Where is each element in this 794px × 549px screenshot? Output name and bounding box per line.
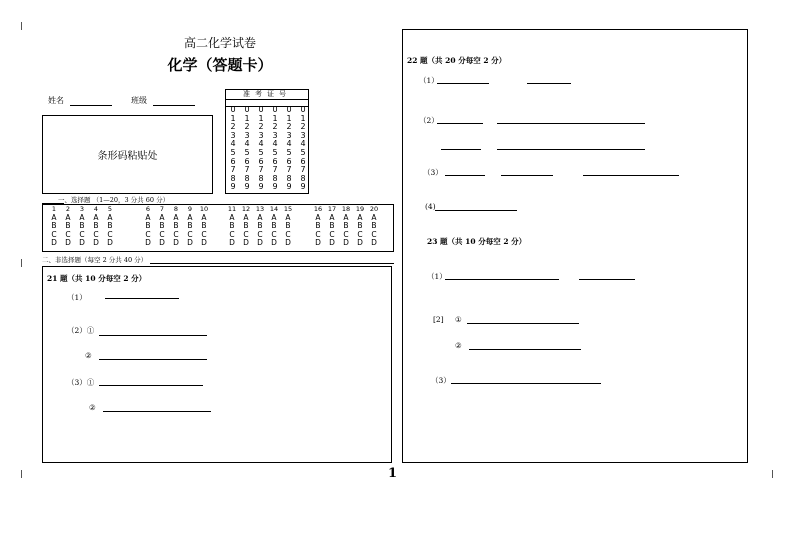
mcq-option-bubble[interactable]: C bbox=[79, 229, 85, 239]
q21-part2-label: （2）① bbox=[67, 326, 95, 335]
mcq-option-bubble[interactable]: D bbox=[315, 238, 321, 248]
exam-id-digit-bubble[interactable]: 7 bbox=[230, 165, 236, 175]
mcq-option-bubble[interactable]: A bbox=[243, 212, 249, 222]
exam-id-column bbox=[296, 106, 310, 192]
mcq-option-bubble[interactable]: B bbox=[173, 221, 179, 231]
q22-part2-blank3[interactable] bbox=[441, 149, 481, 150]
exam-id-digit-bubble[interactable]: 2 bbox=[272, 122, 278, 132]
exam-id-digit-bubble[interactable]: 5 bbox=[244, 147, 250, 157]
mcq-option-bubble[interactable]: C bbox=[51, 229, 57, 239]
mcq-option-bubble[interactable]: B bbox=[243, 221, 249, 231]
name-label: 姓名 bbox=[48, 96, 64, 105]
mcq-question-number: 13 bbox=[255, 205, 265, 213]
q22-part2-blank2[interactable] bbox=[497, 123, 645, 124]
exam-id-digit-bubble[interactable]: 6 bbox=[286, 156, 292, 166]
exam-id-grid bbox=[225, 89, 309, 194]
q22-part3-blank1[interactable] bbox=[445, 175, 485, 176]
mcq-option-bubble[interactable]: C bbox=[201, 229, 207, 239]
mcq-option-bubble[interactable]: D bbox=[243, 238, 249, 248]
mcq-question-number: 19 bbox=[355, 205, 365, 213]
exam-id-digit-bubble[interactable]: 9 bbox=[272, 182, 278, 192]
mcq-option-bubble[interactable]: C bbox=[371, 229, 377, 239]
mcq-option-bubble[interactable]: C bbox=[271, 229, 277, 239]
mcq-question-column bbox=[225, 205, 239, 248]
q23-part2b-label: ② bbox=[455, 341, 462, 350]
section-rule bbox=[150, 263, 394, 264]
exam-id-digit-bubble[interactable]: 5 bbox=[230, 147, 236, 157]
exam-id-digit-bubble[interactable]: 4 bbox=[244, 139, 250, 149]
exam-id-digit-bubble[interactable]: 5 bbox=[300, 147, 306, 157]
exam-id-digit-bubble[interactable]: 3 bbox=[272, 130, 278, 140]
exam-id-digit-bubble[interactable]: 2 bbox=[300, 122, 306, 132]
mcq-option-bubble[interactable]: C bbox=[173, 229, 179, 239]
exam-id-digit-bubble[interactable]: 5 bbox=[258, 147, 264, 157]
q21-part1-label: （1） bbox=[67, 293, 87, 302]
mcq-option-bubble[interactable]: A bbox=[357, 212, 363, 222]
exam-id-digit-bubble[interactable]: 8 bbox=[272, 173, 278, 183]
mcq-question-number: 1 bbox=[51, 205, 57, 213]
mcq-question-column bbox=[367, 205, 381, 248]
mcq-option-bubble[interactable]: B bbox=[145, 221, 151, 231]
mcq-option-bubble[interactable]: D bbox=[343, 238, 349, 248]
margin-tick bbox=[21, 470, 22, 478]
mcq-option-bubble[interactable]: C bbox=[187, 229, 193, 239]
q23-part1-blank2[interactable] bbox=[579, 279, 635, 280]
exam-id-digit-bubble[interactable]: 3 bbox=[230, 130, 236, 140]
page-number: 1 bbox=[388, 466, 398, 481]
mcq-option-bubble[interactable]: B bbox=[271, 221, 277, 231]
q22-part2-label: （2） bbox=[419, 116, 439, 125]
mcq-question-number: 9 bbox=[187, 205, 193, 213]
mcq-option-bubble[interactable]: C bbox=[343, 229, 349, 239]
mcq-option-bubble[interactable]: C bbox=[257, 229, 263, 239]
mcq-question-column bbox=[311, 205, 325, 248]
exam-id-digit-bubble[interactable]: 8 bbox=[300, 173, 306, 183]
exam-id-digit-bubble[interactable]: 7 bbox=[258, 165, 264, 175]
q23-title: 23 题（共 10 分每空 2 分） bbox=[427, 237, 527, 246]
q23-part2-blank2[interactable] bbox=[469, 349, 581, 350]
exam-id-digit-bubble[interactable]: 6 bbox=[300, 156, 306, 166]
mcq-question-number: 11 bbox=[227, 205, 237, 213]
exam-id-digit-bubble[interactable]: 0 bbox=[258, 105, 264, 114]
mcq-question-column bbox=[141, 205, 155, 248]
mcq-question-column bbox=[47, 205, 61, 248]
mcq-question-column bbox=[183, 205, 197, 248]
mcq-option-bubble[interactable]: B bbox=[315, 221, 321, 231]
q22-part2-blank1[interactable] bbox=[437, 123, 483, 124]
mcq-option-bubble[interactable]: A bbox=[371, 212, 377, 222]
mcq-option-bubble[interactable]: C bbox=[145, 229, 151, 239]
exam-id-digit-bubble[interactable]: 8 bbox=[286, 173, 292, 183]
q21-part2-blank2[interactable] bbox=[99, 359, 207, 360]
exam-id-digit-bubble[interactable]: 9 bbox=[286, 182, 292, 192]
q22-title: 22 题（共 20 分每空 2 分） bbox=[407, 56, 507, 65]
mcq-question-column bbox=[169, 205, 183, 248]
q21-part1-blank[interactable] bbox=[105, 298, 179, 299]
mcq-option-bubble[interactable]: D bbox=[357, 238, 363, 248]
section2-title: 二、非选择题（每空 2 分共 40 分） bbox=[42, 256, 148, 264]
mcq-option-bubble[interactable]: A bbox=[229, 212, 235, 222]
mcq-question-number: 5 bbox=[107, 205, 113, 213]
mcq-option-bubble[interactable]: D bbox=[107, 238, 113, 248]
exam-id-digit-bubble[interactable]: 6 bbox=[258, 156, 264, 166]
mcq-option-bubble[interactable]: C bbox=[159, 229, 165, 239]
mcq-option-bubble[interactable]: D bbox=[93, 238, 99, 248]
mcq-option-bubble[interactable]: B bbox=[343, 221, 349, 231]
mcq-option-bubble[interactable]: B bbox=[65, 221, 71, 231]
exam-id-digit-bubble[interactable]: 1 bbox=[300, 113, 306, 123]
q23-part2a-label: ① bbox=[455, 315, 462, 324]
mcq-option-bubble[interactable]: B bbox=[79, 221, 85, 231]
mcq-option-bubble[interactable]: A bbox=[173, 212, 179, 222]
mcq-option-bubble[interactable]: D bbox=[271, 238, 277, 248]
exam-id-digit-bubble[interactable]: 1 bbox=[258, 113, 264, 123]
exam-id-digit-bubble[interactable]: 0 bbox=[300, 105, 306, 114]
q21-part2b-label: ② bbox=[85, 351, 92, 360]
q21-part2-blank1[interactable] bbox=[99, 335, 207, 336]
mcq-option-bubble[interactable]: A bbox=[93, 212, 99, 222]
mcq-option-bubble[interactable]: A bbox=[65, 212, 71, 222]
q23-part1-blank1[interactable] bbox=[445, 279, 559, 280]
mcq-question-column bbox=[281, 205, 295, 248]
mcq-option-bubble[interactable]: A bbox=[107, 212, 113, 222]
section1-title: 一、选择题 （1—20，3 分共 60 分） bbox=[58, 196, 170, 204]
exam-id-digit-bubble[interactable]: 2 bbox=[230, 122, 236, 132]
q23-part3-label: （3） bbox=[431, 376, 451, 385]
exam-id-digit-bubble[interactable]: 1 bbox=[272, 113, 278, 123]
exam-id-digit-bubble[interactable]: 6 bbox=[244, 156, 250, 166]
mcq-option-bubble[interactable]: D bbox=[145, 238, 151, 248]
mcq-question-number: 18 bbox=[341, 205, 351, 213]
mcq-question-column bbox=[353, 205, 367, 248]
mcq-question-number: 20 bbox=[369, 205, 379, 213]
exam-id-column bbox=[282, 106, 296, 192]
mcq-option-bubble[interactable]: A bbox=[145, 212, 151, 222]
exam-id-digit-bubble[interactable]: 7 bbox=[300, 165, 306, 175]
mcq-option-bubble[interactable]: C bbox=[285, 229, 291, 239]
mcq-option-bubble[interactable]: A bbox=[187, 212, 193, 222]
q23-part2-blank1[interactable] bbox=[467, 323, 579, 324]
name-field[interactable] bbox=[70, 105, 112, 106]
q21-part3-blank2[interactable] bbox=[103, 411, 211, 412]
exam-id-digit-bubble[interactable]: 7 bbox=[272, 165, 278, 175]
exam-id-column bbox=[268, 106, 282, 192]
exam-id-digit-bubble[interactable]: 5 bbox=[286, 147, 292, 157]
q21-title: 21 题（共 10 分每空 2 分） bbox=[47, 274, 147, 283]
mcq-option-bubble[interactable]: A bbox=[159, 212, 165, 222]
q23-part3-blank[interactable] bbox=[451, 383, 601, 384]
exam-title: 高二化学试卷 bbox=[183, 36, 256, 50]
mcq-question-number: 3 bbox=[79, 205, 85, 213]
mcq-question-number: 10 bbox=[199, 205, 209, 213]
q21-part3-blank1[interactable] bbox=[99, 385, 203, 386]
mcq-option-bubble[interactable]: B bbox=[107, 221, 113, 231]
mcq-question-column bbox=[253, 205, 267, 248]
mcq-option-bubble[interactable]: A bbox=[343, 212, 349, 222]
mcq-option-bubble[interactable]: A bbox=[79, 212, 85, 222]
mcq-question-number: 7 bbox=[159, 205, 165, 213]
exam-id-digit-bubble[interactable]: 4 bbox=[300, 139, 306, 149]
exam-id-digit-bubble[interactable]: 2 bbox=[286, 122, 292, 132]
exam-id-digit-bubble[interactable]: 7 bbox=[286, 165, 292, 175]
q22-part1-blank2[interactable] bbox=[527, 83, 571, 84]
exam-id-digit-bubble[interactable]: 2 bbox=[258, 122, 264, 132]
mcq-question-column bbox=[239, 205, 253, 248]
mcq-option-bubble[interactable]: A bbox=[51, 212, 57, 222]
q23-part1-label: （1） bbox=[427, 272, 447, 281]
mcq-question-number: 4 bbox=[93, 205, 99, 213]
q23-part2-label: [2] bbox=[433, 315, 444, 324]
q21-answer-box bbox=[42, 266, 392, 463]
exam-id-digit-bubble[interactable]: 6 bbox=[230, 156, 236, 166]
mcq-option-bubble[interactable]: C bbox=[229, 229, 235, 239]
q22-part1-label: （1） bbox=[419, 76, 439, 85]
exam-id-column bbox=[226, 106, 240, 192]
exam-id-digit-bubble[interactable]: 4 bbox=[272, 139, 278, 149]
mcq-option-bubble[interactable]: C bbox=[65, 229, 71, 239]
mcq-question-number: 6 bbox=[145, 205, 151, 213]
mcq-option-bubble[interactable]: B bbox=[187, 221, 193, 231]
exam-id-digit-bubble[interactable]: 2 bbox=[244, 122, 250, 132]
mcq-question-column bbox=[75, 205, 89, 248]
mcq-question-column bbox=[267, 205, 281, 248]
exam-id-digit-bubble[interactable]: 7 bbox=[244, 165, 250, 175]
q22-part3-label: （3） bbox=[423, 168, 443, 177]
mcq-option-bubble[interactable]: D bbox=[159, 238, 165, 248]
mcq-option-bubble[interactable]: C bbox=[357, 229, 363, 239]
mcq-question-number: 14 bbox=[269, 205, 279, 213]
q22-part3-blank2[interactable] bbox=[501, 175, 553, 176]
q22-part4-blank[interactable] bbox=[435, 210, 517, 211]
mcq-option-bubble[interactable]: D bbox=[371, 238, 377, 248]
exam-id-digit-bubble[interactable]: 0 bbox=[286, 105, 292, 114]
mcq-option-bubble[interactable]: D bbox=[51, 238, 57, 248]
mcq-option-bubble[interactable]: D bbox=[173, 238, 179, 248]
mcq-option-bubble[interactable]: C bbox=[93, 229, 99, 239]
mcq-option-bubble[interactable]: D bbox=[79, 238, 85, 248]
mcq-question-number: 2 bbox=[65, 205, 71, 213]
mcq-option-bubble[interactable]: B bbox=[371, 221, 377, 231]
mcq-option-bubble[interactable]: B bbox=[357, 221, 363, 231]
exam-id-digit-bubble[interactable]: 4 bbox=[230, 139, 236, 149]
mcq-option-bubble[interactable]: B bbox=[257, 221, 263, 231]
mcq-option-bubble[interactable]: B bbox=[51, 221, 57, 231]
mcq-option-bubble[interactable]: D bbox=[201, 238, 207, 248]
mcq-option-bubble[interactable]: D bbox=[285, 238, 291, 248]
mcq-question-column bbox=[155, 205, 169, 248]
exam-id-digit-bubble[interactable]: 8 bbox=[244, 173, 250, 183]
exam-id-digit-bubble[interactable]: 1 bbox=[230, 113, 236, 123]
mcq-option-bubble[interactable]: A bbox=[329, 212, 335, 222]
exam-id-digit-bubble[interactable]: 4 bbox=[286, 139, 292, 149]
mcq-option-bubble[interactable]: C bbox=[315, 229, 321, 239]
mcq-question-column bbox=[61, 205, 75, 248]
q22-q23-answer-box bbox=[402, 29, 748, 463]
q22-part3-blank3[interactable] bbox=[583, 175, 679, 176]
exam-id-digit-bubble[interactable]: 9 bbox=[300, 182, 306, 192]
exam-id-digit-bubble[interactable]: 5 bbox=[272, 147, 278, 157]
exam-id-digit-bubble[interactable]: 1 bbox=[244, 113, 250, 123]
exam-id-column bbox=[254, 106, 268, 192]
exam-id-digit-bubble[interactable]: 3 bbox=[300, 130, 306, 140]
exam-id-digit-bubble[interactable]: 0 bbox=[230, 105, 236, 114]
exam-id-digit-bubble[interactable]: 6 bbox=[272, 156, 278, 166]
exam-id-digit-bubble[interactable]: 9 bbox=[258, 182, 264, 192]
mcq-option-bubble[interactable]: B bbox=[329, 221, 335, 231]
mcq-option-bubble[interactable]: D bbox=[329, 238, 335, 248]
exam-id-digit-bubble[interactable]: 9 bbox=[230, 182, 236, 192]
mcq-option-bubble[interactable]: B bbox=[201, 221, 207, 231]
mcq-option-bubble[interactable]: A bbox=[257, 212, 263, 222]
mcq-option-bubble[interactable]: A bbox=[315, 212, 321, 222]
class-field[interactable] bbox=[153, 105, 195, 106]
mcq-question-column bbox=[89, 205, 103, 248]
mcq-option-bubble[interactable]: B bbox=[285, 221, 291, 231]
exam-id-title: 准考证号 bbox=[226, 90, 308, 100]
exam-id-digit-bubble[interactable]: 8 bbox=[258, 173, 264, 183]
mcq-question-column bbox=[197, 205, 211, 248]
exam-id-digit-bubble[interactable]: 3 bbox=[286, 130, 292, 140]
barcode-label: 条形码粘贴处 bbox=[97, 151, 158, 162]
q21-part3-label: （3）① bbox=[67, 378, 95, 387]
mcq-answer-grid bbox=[42, 204, 394, 252]
mcq-option-bubble[interactable]: C bbox=[329, 229, 335, 239]
mcq-question-number: 12 bbox=[241, 205, 251, 213]
mcq-option-bubble[interactable]: B bbox=[229, 221, 235, 231]
mcq-option-bubble[interactable]: D bbox=[187, 238, 193, 248]
mcq-option-bubble[interactable]: B bbox=[159, 221, 165, 231]
mcq-option-bubble[interactable]: C bbox=[243, 229, 249, 239]
mcq-question-column bbox=[103, 205, 117, 248]
mcq-question-number: 17 bbox=[327, 205, 337, 213]
mcq-option-bubble[interactable]: A bbox=[271, 212, 277, 222]
q22-part2-blank4[interactable] bbox=[497, 149, 645, 150]
q21-part3b-label: ② bbox=[89, 403, 96, 412]
exam-id-digit-bubble[interactable]: 3 bbox=[258, 130, 264, 140]
q22-part1-blank1[interactable] bbox=[437, 83, 489, 84]
mcq-question-column bbox=[339, 205, 353, 248]
exam-id-digit-bubble[interactable]: 4 bbox=[258, 139, 264, 149]
exam-id-digit-bubble[interactable]: 0 bbox=[244, 105, 250, 114]
barcode-area bbox=[42, 115, 213, 194]
mcq-option-bubble[interactable]: D bbox=[257, 238, 263, 248]
exam-id-digit-bubble[interactable]: 1 bbox=[286, 113, 292, 123]
mcq-option-bubble[interactable]: D bbox=[229, 238, 235, 248]
exam-id-digit-bubble[interactable]: 9 bbox=[244, 182, 250, 192]
mcq-question-number: 8 bbox=[173, 205, 179, 213]
exam-id-digit-bubble[interactable]: 8 bbox=[230, 173, 236, 183]
exam-id-digit-bubble[interactable]: 0 bbox=[272, 105, 278, 114]
mcq-question-number: 15 bbox=[283, 205, 293, 213]
q22-part4-label: (4) bbox=[425, 202, 436, 211]
mcq-question-column bbox=[325, 205, 339, 248]
mcq-question-number: 16 bbox=[313, 205, 323, 213]
exam-id-digit-bubble[interactable]: 3 bbox=[244, 130, 250, 140]
class-label: 班级 bbox=[131, 96, 147, 105]
mcq-option-bubble[interactable]: D bbox=[65, 238, 71, 248]
answer-card-title: 化学（答题卡） bbox=[167, 56, 273, 74]
margin-tick bbox=[21, 259, 22, 267]
mcq-option-bubble[interactable]: B bbox=[93, 221, 99, 231]
margin-tick bbox=[21, 22, 22, 30]
exam-id-column bbox=[240, 106, 254, 192]
mcq-option-bubble[interactable]: A bbox=[201, 212, 207, 222]
margin-tick bbox=[772, 470, 773, 478]
mcq-option-bubble[interactable]: C bbox=[107, 229, 113, 239]
mcq-option-bubble[interactable]: A bbox=[285, 212, 291, 222]
